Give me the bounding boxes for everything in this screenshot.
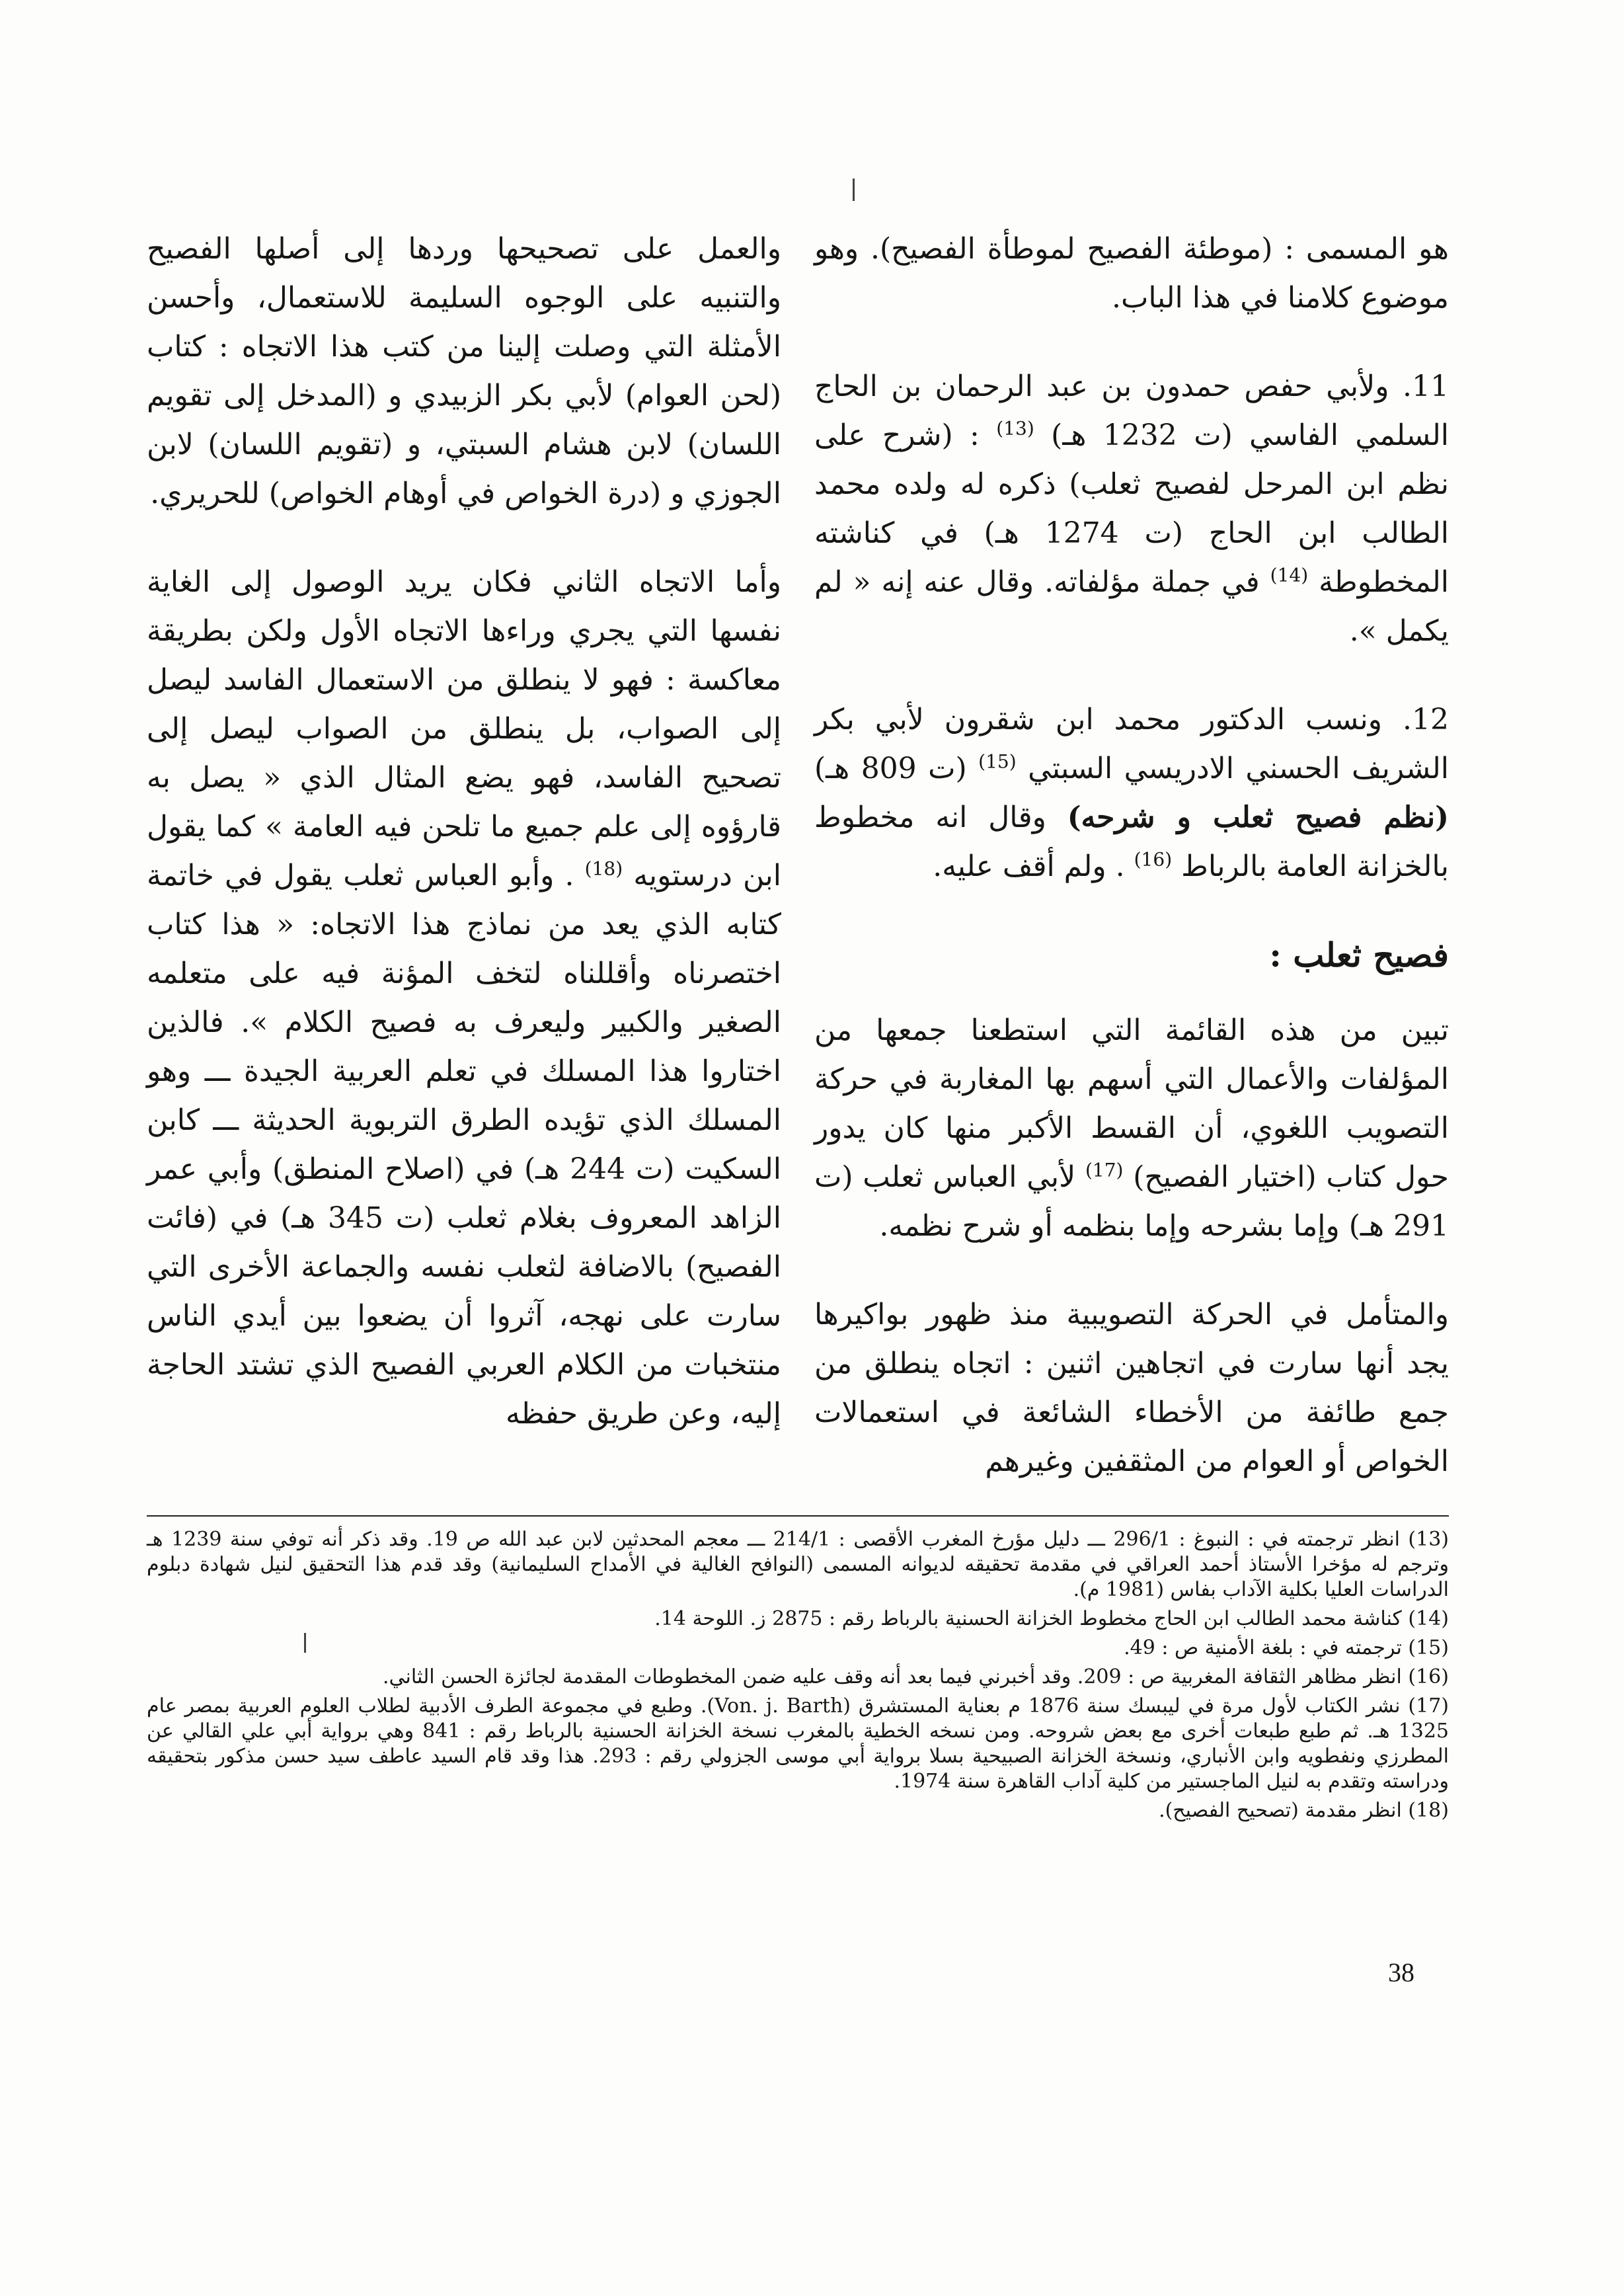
right-column (814, 225, 1449, 1526)
bold-title: (نظم فصيح ثعلب و شرحه) (1067, 801, 1449, 834)
scan-mark-top (853, 178, 855, 201)
paragraph: والمتأمل في الحركة التصويبية منذ ظهور بواكيرها يجد أنها سارت في اتجاهين اثنين : اتجاه ينطلق من جمع طائفة من الأخطاء الشائعة في استعمالات الخواص أو العوام من المثقفين وغيرهم (814, 1298, 1449, 1478)
footnote-ref: (13) (996, 417, 1034, 440)
paragraph: 11. ولأبي حفص حمدون بن عبد الرحمان بن الحاج السلمي الفاسي (ت 1232 هـ) $^{(13)}$ : (شرح على نظم ابن المرحل لفصيح ثعلب) ذكره له ولده محمد الطالب ابن الحاج (ت 1274 هـ) في كناشته المخطوطة $^{(14)}$ في جملة مؤلفاته. وقال عنه إنه « لم يكمل ». (814, 370, 1449, 648)
page-number: 38 (1388, 1958, 1414, 1987)
footnote-ref: (14) (1270, 564, 1309, 586)
paragraph: 12. ونسب الدكتور محمد ابن شقرون لأبي بكر الشريف الحسني الادريسي السبتي $^{(15)}$ (ت 809 هـ) (نظم فصيح ثعلب و شرحه) وقال انه مخطوط بالخزانة العامة بالرباط $^{(16)}$ . ولم أقف عليه. (814, 703, 1449, 883)
footnote-ref: (16) (1134, 848, 1173, 871)
left-column (147, 225, 781, 1478)
footnote: (15) ترجمته في : بلغة الأمنية ص : 49. (1124, 1636, 1449, 1659)
footnote-ref: (15) (978, 750, 1017, 773)
footnote: (14) كناشة محمد الطالب ابن الحاج مخطوط الخزانة الحسنية بالرباط رقم : 2875 ز. اللوحة 14. (654, 1607, 1449, 1630)
footnote: (17) نشر الكتاب لأول مرة في ليبسك سنة 1876 م بعناية المستشرق (Von. j. Barth). وطبع في مجموعة الطرف الأدبية لطلاب العلوم العربية بمصر عام 1325 هـ. ثم طبع طبعات أخرى مع بعض شروحه. ومن نسخه الخطية بالمغرب نسخة الخزانة الحسنية بالرباط رقم : 841 وهي برواية أبي علي القالي عن المطرزي ونفطويه وابن الأنباري، ونسخة الخزانة الصبيحية بسلا برواية أبي موسى الجزولي رقم : 293. هذا وقد قام السيد عاطف سيد حسن مذكور بتحقيقه ودراسته وتقدم به لنيل الماجستير من كلية آداب القاهرة سنة 1974. (147, 1694, 1450, 1793)
section-heading: فصيح ثعلب : (1269, 935, 1449, 974)
footnote-divider (147, 1515, 1449, 1517)
footnotes (147, 1527, 1449, 1827)
footnote-ref: (17) (1085, 1159, 1124, 1181)
paragraph: وأما الاتجاه الثاني فكان يريد الوصول إلى الغاية نفسها التي يجري وراءها الاتجاه الأول ولكن بطريقة معاكسة : فهو لا ينطلق من الاستعمال الفاسد ليصل إلى الصواب، بل ينطلق من الصواب ليصل إلى تصحيح الفاسد، فهو يضع المثال الذي « يصل به قارؤوه إلى علم جميع ما تلحن فيه العامة » كما يقول ابن درستويه $^{(18)}$ . وأبو العباس ثعلب يقول في خاتمة كتابه الذي يعد من نماذج هذا الاتجاه: « هذا كتاب اختصرناه وأقللناه لتخف المؤنة فيه على متعلمه الصغير والكبير وليعرف به فصيح الكلام ». فالذين اختاروا هذا المسلك في تعلم العربية الجيدة ـــ وهو المسلك الذي تؤيده الطرق التربوية الحديثة ـــ كابن السكيت (ت 244 هـ) في (اصلاح المنطق) وأبي عمر الزاهد المعروف بغلام ثعلب (ت 345 هـ) في (فائت الفصيح) بالاضافة لثعلب نفسه والجماعة الأخرى التي سارت على نهجه، آثروا أن يضعوا بين أيدي الناس منتخبات من الكلام العربي الفصيح الذي تشتد الحاجة إليه، وعن طريق حفظه (147, 565, 781, 1431)
footnote: (13) انظر ترجمته في : النبوغ : 296/1 ـــ دليل مؤرخ المغرب الأقصى : 214/1 ـــ معجم المحدثين لابن عبد الله ص 19. وقد ذكر أنه توفي سنة 1239 هـ وترجم له مؤخرا الأستاذ أحمد العراقي في مقدمة تحقيقه لديوانه المسمى (النوافح الغالية في الأمداح السليمانية) وقد قدم هذا التحقيق لنيل شهادة دبلوم الدراسات العليا بكلية الآداب بفاس (1981 م). (147, 1528, 1450, 1601)
footnote: (18) انظر مقدمة (تصحيح الفصيح). (1159, 1799, 1449, 1822)
paragraph: هو المسمى : (موطئة الفصيح لموطأة الفصيح). وهو موضوع كلامنا في هذا الباب. (814, 232, 1449, 315)
footnote: (16) انظر مظاهر الثقافة المغربية ص : 209. وقد أخبرني فيما بعد أنه وقف عليه ضمن المخطوطات المقدمة لجائزة الحسن الثاني. (382, 1665, 1449, 1688)
footnote-ref: (18) (584, 857, 623, 880)
paragraph: تبين من هذه القائمة التي استطعنا جمعها من المؤلفات والأعمال التي أسهم بها المغاربة في حركة التصويب اللغوي، أن القسط الأكبر منها كان يدور حول كتاب (اختيار الفصيح) $^{(17)}$ لأبي العباس ثعلب (ت 291 هـ) وإما بشرحه وإما بنظمه أو شرح نظمه. (814, 1013, 1449, 1243)
paragraph: والعمل على تصحيحها وردها إلى أصلها الفصيح والتنبيه على الوجوه السليمة للاستعمال، وأحسن الأمثلة التي وصلت إلينا من كتب هذا الاتجاه : كتاب (لحن العوام) لأبي بكر الزبيدي و (المدخل إلى تقويم اللسان) لابن هشام السبتي، و (تقويم اللسان) لابن الجوزي و (درة الخواص في أوهام الخواص) للحريري. (147, 232, 781, 510)
